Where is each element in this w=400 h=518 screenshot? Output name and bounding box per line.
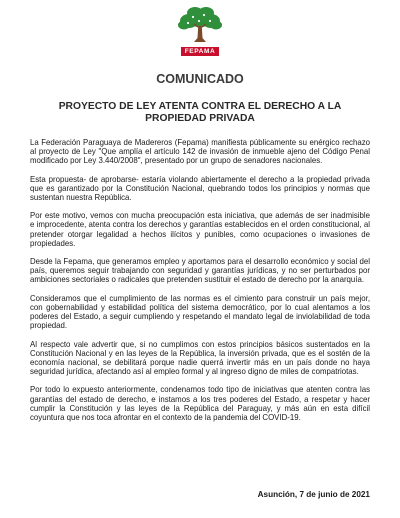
fepama-logo [30, 6, 370, 62]
paragraph: La Federación Paraguaya de Madereros (Fepama) manifiesta públicamente su enérgico rechazo al proyecto de Ley "Que amplía el artículo 142 de invasión de inmueble ajeno del Código Penal modificado por Ley 3.440/2008", presentado por un grupo de senadores nacionales. [30, 138, 370, 166]
logo-wordmark: FEPAMA [181, 47, 220, 56]
document-body [30, 138, 370, 422]
paragraph: Consideramos que el cumplimiento de las normas es el cimiento para construir un país mejor, con gobernabilidad y estabilidad política del sistema democrático, por lo cual alentamos a los poderes del Estado, a seguir cumpliendo y respetando el mandato legal de inviolabilidad de toda propiedad. [30, 293, 370, 331]
document-subject: PROYECTO DE LEY ATENTA CONTRA EL DERECHO A LA PROPIEDAD PRIVADA [58, 101, 342, 124]
paragraph: Por todo lo expuesto anteriormente, condenamos todo tipo de iniciativas que atenten contra las garantías del estado de derecho, e instamos a los tres poderes del Estado, a respetar y hacer cumplir la Constitución y las leyes de la República del Paraguay, y más aún en esta difícil coyuntura que nos toca afrontar en el contexto de la pandemia del COVID-19. [30, 385, 370, 422]
signature-date: Asunción, 7 de junio de 2021 [257, 490, 370, 499]
document-heading: COMUNICADO [156, 72, 244, 86]
paragraph: Desde la Fepama, que generamos empleo y aportamos para el desarrollo económico y social del país, queremos seguir trabajando con seguridad y garantías jurídicas, y no ser perturbados por ambiciones sectoriales o radicales que pretenden sustituir el estado de derecho por la anarquía. [30, 257, 370, 285]
paragraph: Esta propuesta- de aprobarse- estaría violando abiertamente el derecho a la propiedad privada que es garantizado por la Constitución Nacional, quebrando todos los principios y normas que sustentan nuestra República. [30, 174, 370, 202]
paragraph: Al respecto vale advertir que, si no cumplimos con estos principios básicos sustentados en la Constitución Nacional y en las leyes de la República, la inversión privada, que es el sostén de la economía nacional, se debilitará porque nadie querrá invertir más en un país donde no haya seguridad jurídica, afectando así al empleo formal y al ingreso digno de miles de compatriotas. [30, 339, 370, 377]
tree-icon [177, 6, 223, 46]
paragraph: Por este motivo, vemos con mucha preocupación esta iniciativa, que además de ser inadmisible e improcedente, atenta contra los derechos y garantías establecidos en el orden constitucional, al pretender otorgar legalidad a hechos ilícitos y punibles, como ocupaciones o invasiones de propiedades. [30, 211, 370, 248]
